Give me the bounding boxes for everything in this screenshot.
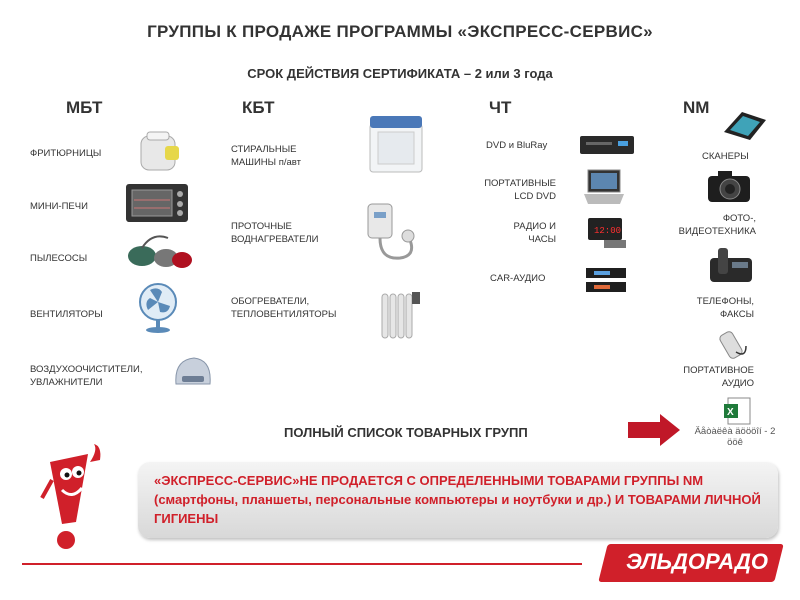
kbt-item-water-heaters: ПРОТОЧНЫЕ ВОДНАГРЕВАТЕЛИ: [231, 221, 319, 245]
nm-item-photo-video: ФОТО-, ВИДЕОТЕХНИКА: [678, 213, 756, 237]
nm-item-phones-faxes: ТЕЛЕФОНЫ, ФАКСЫ: [696, 296, 754, 320]
vacuum-cleaner-image: [122, 230, 194, 272]
phone-image: [708, 246, 754, 286]
fryer-image: [137, 130, 183, 174]
svg-text:X: X: [727, 407, 734, 418]
kbt-item-washing-machines: СТИРАЛЬНЫЕ МАШИНЫ п/авт: [231, 144, 301, 168]
mbt-item-air-purifiers: ВОЗДУХООЧИСТИТЕЛИ, УВЛАЖНИТЕЛИ: [30, 364, 143, 388]
radio-clock-image: [584, 214, 628, 250]
nm-item-portable-audio: ПОРТАТИВНОЕ АУДИО: [683, 365, 754, 389]
cht-item-car-audio: CAR-АУДИО: [490, 273, 546, 284]
dvd-player-image: [578, 128, 636, 160]
column-header-mbt: МБТ: [66, 98, 103, 117]
nm-item-scanners: СКАНЕРЫ: [702, 151, 749, 162]
excel-file-icon[interactable]: [722, 396, 756, 426]
full-list-label: ПОЛНЫЙ СПИСОК ТОВАРНЫХ ГРУПП: [284, 425, 528, 440]
mbt-item-fryers: ФРИТЮРНИЦЫ: [30, 148, 102, 159]
notice-text: «ЭКСПРЕСС-СЕРВИС»НЕ ПРОДАЕТСЯ С ОПРЕДЕЛЕННЫМИ ТОВАРАМИ ГРУППЫ NM (смартфоны, планшеты, персональные компьютеры и ноутбуки и др.) И ТОВАРАМИ ЛИЧНОЙ ГИГИЕНЫ: [154, 473, 761, 526]
column-header-kbt: КБТ: [242, 98, 275, 117]
humidifier-image: [172, 354, 214, 390]
cht-item-dvd-bluray: DVD и BluRay: [486, 140, 548, 151]
column-header-nm: NM: [683, 98, 710, 117]
kbt-item-heaters: ОБОГРЕВАТЕЛИ, ТЕПЛОВЕНТИЛЯТОРЫ: [231, 296, 337, 320]
page-subtitle: СРОК ДЕЙСТВИЯ СЕРТИФИКАТА – 2 или 3 года: [247, 66, 553, 81]
arrow-right-icon: [628, 412, 680, 448]
water-heater-image: [364, 200, 424, 270]
column-header-cht: ЧТ: [489, 98, 512, 117]
washing-machine-image: [366, 110, 426, 174]
footer-divider: [22, 563, 582, 565]
fan-image: [136, 282, 180, 334]
brand-logo-text: ЭЛЬДОРАДО: [626, 549, 768, 574]
mini-oven-image: [124, 180, 190, 224]
mbt-item-vacuums: ПЫЛЕСОСЫ: [30, 253, 88, 264]
camera-image: [706, 168, 752, 206]
portable-dvd-image: [582, 168, 626, 208]
oil-heater-image: [378, 286, 422, 346]
cht-item-portable-dvd: ПОРТАТИВНЫЕ LCD DVD: [484, 178, 556, 202]
car-audio-image: [584, 264, 628, 296]
page-title: ГРУППЫ К ПРОДАЖЕ ПРОГРАММЫ «ЭКСПРЕСС-СЕРВИС»: [147, 22, 653, 41]
mbt-item-mini-ovens: МИНИ-ПЕЧИ: [30, 201, 88, 212]
scanner-image: [722, 106, 768, 142]
svg-text:12:00: 12:00: [594, 226, 622, 236]
mbt-item-fans: ВЕНТИЛЯТОРЫ: [30, 309, 103, 320]
mp3-player-image: [716, 328, 750, 362]
excel-file-label[interactable]: Äåòàëêà äöööîí - 2 ööê: [694, 426, 776, 448]
cht-item-radio-clocks: РАДИО И ЧАСЫ: [513, 221, 556, 245]
exclamation-mascot-icon: [36, 440, 108, 558]
